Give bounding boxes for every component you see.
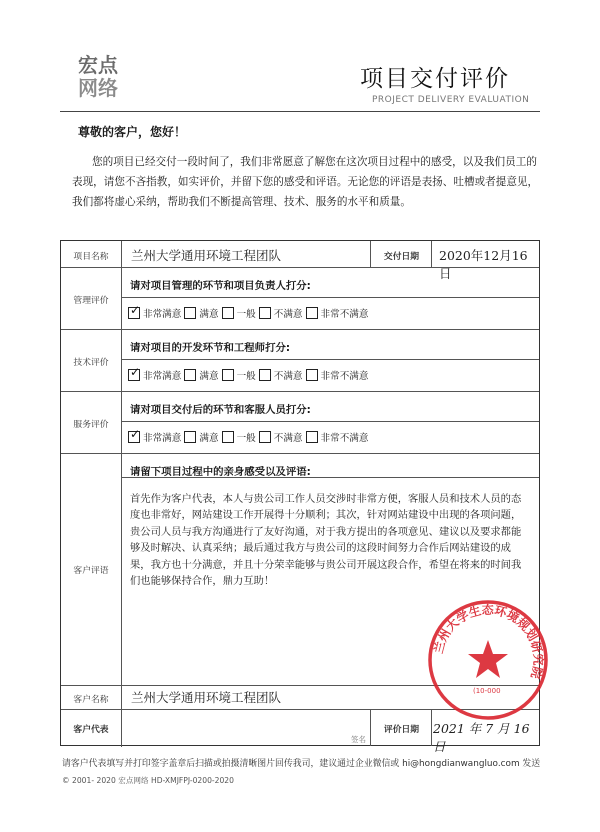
checkbox-checked[interactable]: ✓ [130,303,141,317]
signature-label: 签名 [351,735,366,744]
customer-name-label: 客户名称 [73,695,109,705]
service-eval-label: 服务评价 [73,420,109,430]
footer-copyright: © 2001- 2020 宏点网络 HD-XMJFPJ-0200-2020 [62,776,234,785]
management-question: 请对项目管理的环节和项目负责人打分: [130,280,311,292]
option-very-dissatisfied[interactable]: 非常不满意 [306,430,369,444]
page-subtitle: PROJECT DELIVERY EVALUATION [372,95,530,105]
option-neutral[interactable]: 一般 [222,306,256,320]
option-very-satisfied[interactable]: ✓ 非常满意 [130,365,182,382]
checkbox[interactable] [259,369,271,381]
official-seal-stamp [426,598,550,722]
eval-date-value: 2021 年 7 月 16 日 [433,721,530,754]
option-very-dissatisfied[interactable]: 非常不满意 [306,306,369,320]
checkbox[interactable] [184,307,196,319]
option-dissatisfied[interactable]: 不满意 [259,306,303,320]
checkbox[interactable] [222,307,234,319]
option-satisfied[interactable]: 满意 [184,306,218,320]
delivery-date-value: 2020年12月16日 [439,248,528,281]
checkbox[interactable] [259,431,271,443]
checkbox[interactable] [306,307,318,319]
checkbox-checked[interactable]: ✓ [130,365,141,379]
service-options [128,427,372,444]
customer-name-value: 兰州大学通用环境工程团队 [131,690,282,705]
svg-text:(10-000: (10-000 [473,687,501,695]
checkbox[interactable] [184,431,196,443]
eval-date-label: 评价日期 [383,725,420,735]
option-very-satisfied[interactable]: ✓ 非常满意 [130,303,182,320]
project-name-value: 兰州大学通用环境工程团队 [131,248,282,263]
technical-question: 请对项目的开发环节和工程师打分: [130,342,291,354]
header-divider [60,111,540,112]
checkbox[interactable] [184,369,196,381]
checkbox[interactable] [306,431,318,443]
checkbox[interactable] [259,307,271,319]
option-very-satisfied[interactable]: ✓ 非常满意 [130,427,182,444]
svg-text:兰州大学生态环境规划研究院: 兰州大学生态环境规划研究院 [431,602,546,681]
option-satisfied[interactable]: 满意 [184,368,218,382]
comment-text: 首先作为客户代表，本人与贵公司工作人员交涉时非常方便，客服人员和技术人员的态度也非常好，网站建设工作开展得十分顺利；其次，针对网站建设中出现的各项问题，贵公司人员与我方沟通进行了友好沟通，对于我方提出的各项意见、建议以及要求都能够及时解决、认真采纳；最后通过我方与贵公司的这段时间努力合作后网站建设的成果，我方也十分满意，并且十分荣幸能够与贵公司开展这段合作，希望在将来的时间我们也能够保持合作，鼎力互助！ [130,493,522,588]
representative-label: 客户代表 [73,725,109,735]
footer-instructions: 请客户代表填写并打印签字盖章后扫描或拍摄清晰图片回传我司，建议通过企业微信或 hi@hongdianwangluo.com 发送 [62,759,541,769]
option-dissatisfied[interactable]: 不满意 [259,430,303,444]
service-question: 请对项目交付后的环节和客服人员打分: [130,404,311,416]
option-dissatisfied[interactable]: 不满意 [259,368,303,382]
checkbox[interactable] [222,431,234,443]
delivery-date-label: 交付日期 [383,252,420,262]
company-logo [76,50,134,100]
intro-paragraph: 您的项目已经交付一段时间了，我们非常愿意了解您在这次项目过程中的感受，以及我们员工的表现，请您不吝指教，如实评价，并留下您的感受和评语。无论您的评语是表扬、吐槽或者提意见，我们都将虚心采纳，帮助我们不断提高管理、技术、服务的水平和质量。 [72,156,539,208]
svg-text:宏点: 宏点 [78,53,118,77]
option-satisfied[interactable]: 满意 [184,430,218,444]
comment-prompt: 请留下项目过程中的亲身感受以及评语: [130,466,311,478]
page-title: 项目交付评价 [360,66,510,92]
option-very-dissatisfied[interactable]: 非常不满意 [306,368,369,382]
technical-eval-label: 技术评价 [73,358,109,368]
checkbox[interactable] [306,369,318,381]
checkbox-checked[interactable]: ✓ [130,427,141,441]
checkbox[interactable] [222,369,234,381]
management-options [128,303,372,320]
technical-options [128,365,372,382]
management-eval-label: 管理评价 [73,296,109,306]
project-name-label: 项目名称 [73,252,109,262]
option-neutral[interactable]: 一般 [222,368,256,382]
greeting: 尊敬的客户，您好！ [78,125,187,139]
svg-text:网络: 网络 [78,76,118,100]
option-neutral[interactable]: 一般 [222,430,256,444]
comment-label: 客户评语 [73,566,109,576]
